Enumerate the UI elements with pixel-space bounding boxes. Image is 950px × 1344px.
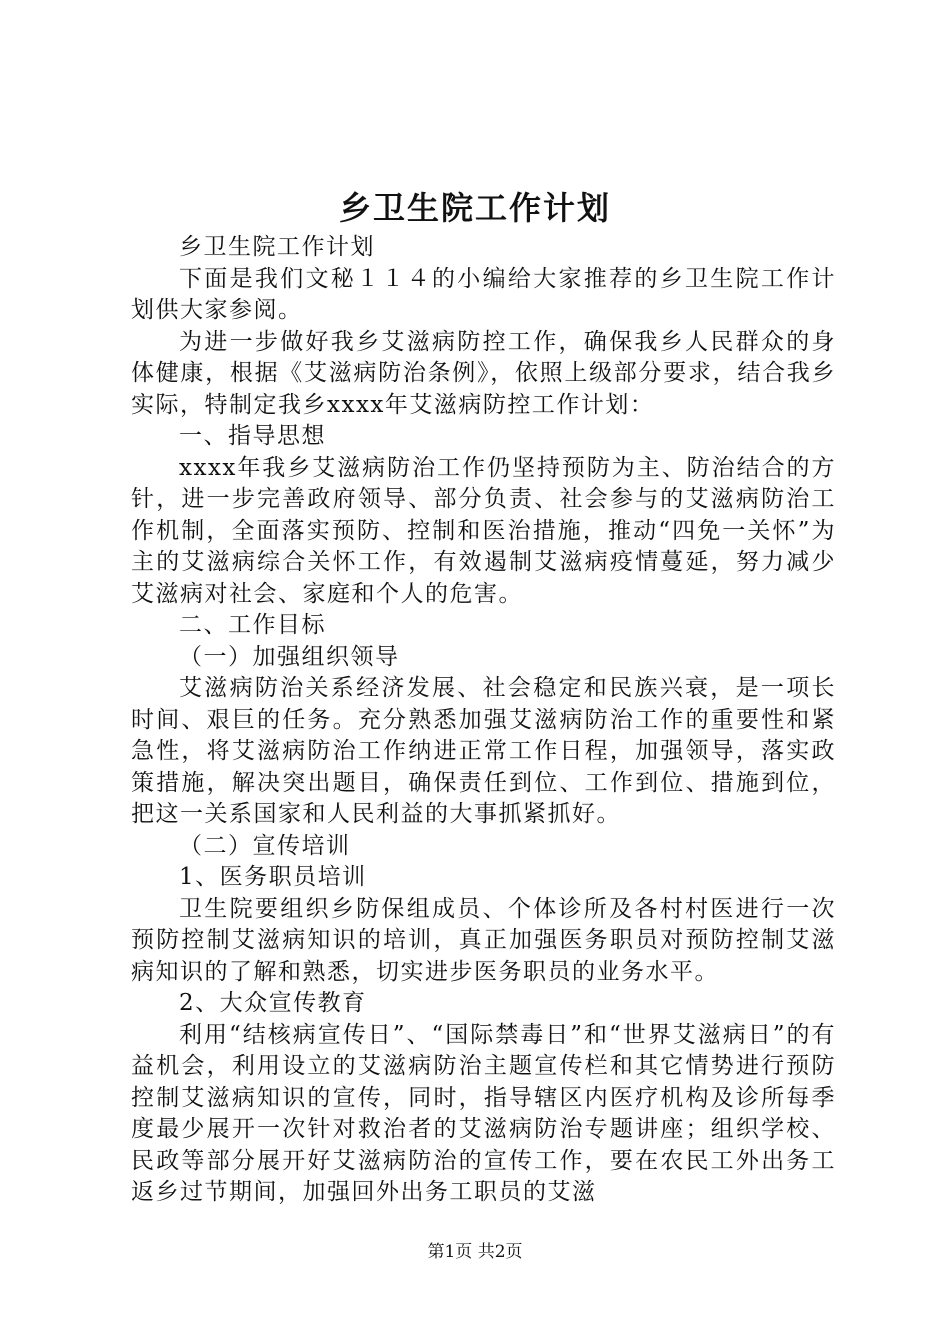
- paragraph-guiding-thought: xxxx年我乡艾滋病防治工作仍坚持预防为主、防治结合的方针，进一步完善政府领导、部分负责、社会参与的艾滋病防治工作机制，全面落实预防、控制和医治措施，推动“四免一关怀”为主的艾滋病综合关怀工作，有效遏制艾滋病疫情蔓延，努力减少艾滋病对社会、家庭和个人的危害。: [131, 454, 836, 607]
- page-number: 第1页 共2页: [427, 1242, 523, 1262]
- heading-work-goals: 二、工作目标: [179, 612, 326, 638]
- subheading-publicity-training: （二）宣传培训: [179, 832, 351, 859]
- document-title: 乡卫生院工作计划: [338, 189, 611, 227]
- paragraph-subtitle: 乡卫生院工作计划: [179, 234, 375, 260]
- subheading-medical-staff-training: 1、医务职员培训: [179, 864, 367, 890]
- subheading-organization: （一）加强组织领导: [179, 643, 400, 670]
- document-body: [131, 232, 836, 1209]
- paragraph-medical-staff-training: 卫生院要组织乡防保组成员、个体诊所及各村村医进行一次预防控制艾滋病知识的培训，真正加强医务职员对预防控制艾滋病知识的了解和熟悉，切实进步医务职员的业务水平。: [131, 895, 836, 985]
- heading-guiding-thought: 一、指导思想: [179, 423, 326, 449]
- paragraph-public-education: 利用“结核病宣传日”、“国际禁毒日”和“世界艾滋病日”的有益机会，利用设立的艾滋病防治主题宣传栏和其它情势进行预防控制艾滋病知识的宣传，同时，指导辖区内医疗机构及诊所每季度最少展开一次针对救治者的艾滋病防治专题讲座；组织学校、民政等部分展开好艾滋病防治的宣传工作，要在农民工外出务工返乡过节期间，加强回外出务工职员的艾滋: [131, 1021, 836, 1205]
- paragraph-purpose: 为进一步做好我乡艾滋病防控工作，确保我乡人民群众的身体健康，根据《艾滋病防治条例》，依照上级部分要求，结合我乡实际，特制定我乡xxxx年艾滋病防控工作计划：: [131, 328, 836, 418]
- paragraph-intro: 下面是我们文秘１１４的小编给大家推荐的乡卫生院工作计划供大家参阅。: [131, 265, 836, 323]
- paragraph-organization: 艾滋病防治关系经济发展、社会稳定和民族兴衰，是一项长时间、艰巨的任务。充分熟悉加强艾滋病防治工作的重要性和紧急性，将艾滋病防治工作纳进正常工作日程，加强领导，落实政策措施，解决突出题目，确保责任到位、工作到位、措施到位，把这一关系国家和人民利益的大事抓紧抓好。: [131, 675, 836, 827]
- subheading-public-education: 2、大众宣传教育: [179, 990, 367, 1016]
